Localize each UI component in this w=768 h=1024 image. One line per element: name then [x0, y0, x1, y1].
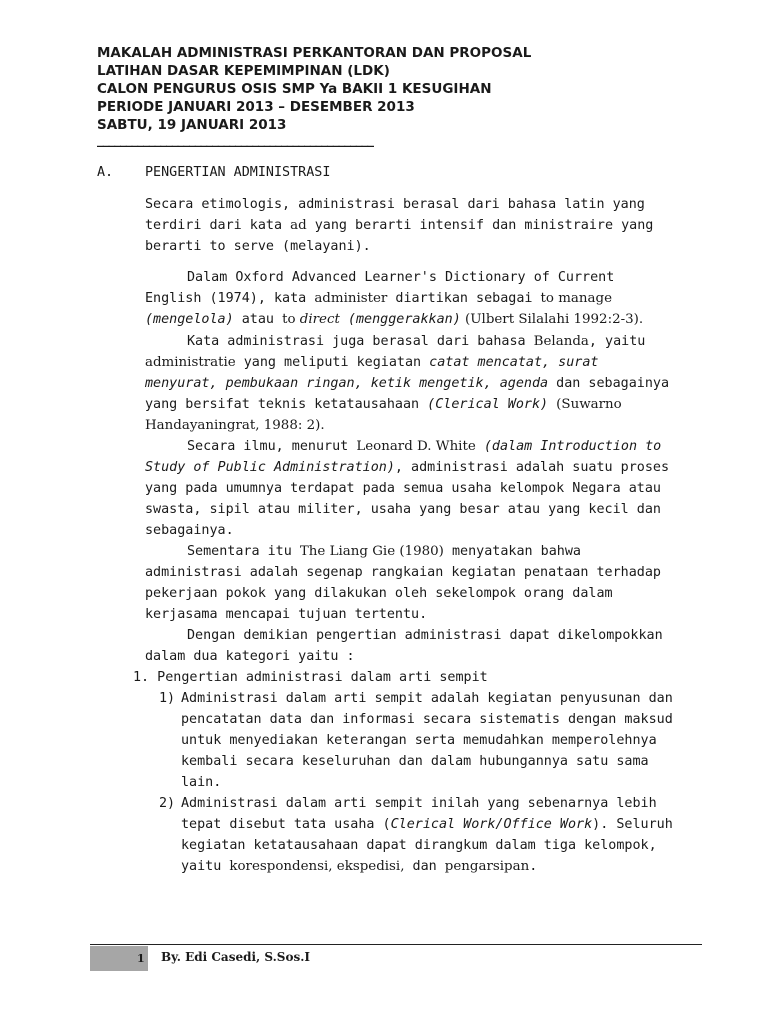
paragraph-belanda	[145, 331, 693, 436]
paragraph-line: terdiri dari kata ad yang berarti intensif dan ministraire yang	[145, 218, 654, 233]
header-line-1: MAKALAH ADMINISTRASI PERKANTORAN DAN PROPOSAL	[97, 45, 532, 61]
list-line: kegiatan ketatausahaan dapat dirangkum dalam tiga kelompok,	[181, 838, 657, 853]
paragraph-line: Handayaningrat, 1988: 2).	[145, 418, 325, 433]
section-title: PENGERTIAN ADMINISTRASI	[145, 165, 331, 180]
paragraph-line: berarti to serve (melayani).	[145, 239, 371, 254]
paragraph-line: pekerjaan pokok yang dilakukan oleh sekelompok orang dalam	[145, 586, 613, 601]
list-marker: 2)	[159, 796, 176, 811]
paragraph-line: yang pada umumnya terdapat pada semua usaha kelompok Negara atau	[145, 481, 661, 496]
paragraph-line: (mengelola) atau to direct (menggerakkan) (Ulbert Silalahi 1992:2-3).	[145, 312, 644, 327]
word: Oxford	[235, 270, 284, 285]
list-heading: 1. Pengertian administrasi dalam arti sempit	[133, 670, 488, 685]
paragraph-line: kerjasama mencapai tujuan tertentu.	[145, 607, 428, 622]
paragraph-line: Study of Public Administration), administrasi adalah suatu proses	[145, 460, 670, 475]
list-line: Administrasi dalam arti sempit adalah kegiatan penyusunan dan	[181, 691, 673, 706]
paragraph-line: dalam dua kategori yaitu :	[145, 649, 355, 664]
paragraph-line: swasta, sipil atau militer, usaha yang besar atau yang kecil dan	[145, 502, 661, 517]
header-line-2: LATIHAN DASAR KEPEMIMPINAN (LDK)	[97, 63, 390, 79]
word: Learner's	[364, 270, 437, 285]
list-line: Administrasi dalam arti sempit inilah yang sebenarnya lebih	[181, 796, 657, 811]
paragraph-line: Secara etimologis, administrasi berasal dari bahasa latin yang	[145, 197, 645, 212]
section-number: A.	[97, 165, 114, 180]
word: Dictionary	[445, 270, 526, 285]
header-line-3: CALON PENGURUS OSIS SMP Ya BAKII 1 KESUGIHAN	[97, 81, 492, 97]
page-number: 1	[137, 952, 145, 965]
paragraph-liang-gie	[145, 541, 693, 625]
word: of	[533, 270, 550, 285]
paragraph-line: administratie yang meliputi kegiatan catat mencatat, surat	[145, 355, 599, 370]
paragraph-oxford	[145, 267, 693, 330]
list-line: pencatatan data dan informasi secara sistematis dengan maksud	[181, 712, 673, 727]
document-header	[97, 44, 617, 146]
list-line: tepat disebut tata usaha (Clerical Work/Office Work). Seluruh	[181, 817, 673, 832]
list-line: untuk menyediakan keterangan serta memudahkan memperolehnya	[181, 733, 657, 748]
paragraph-line: sebagainya.	[145, 523, 234, 538]
header-underline: ________________________________________________	[97, 132, 373, 148]
list-marker: 1)	[159, 691, 176, 706]
paragraph-white	[145, 436, 693, 541]
paragraph-line	[145, 267, 693, 288]
paragraph-line: Dengan demikian pengertian administrasi dapat dikelompokkan	[187, 628, 663, 643]
paragraph-kategori	[145, 625, 693, 667]
list-line: lain.	[181, 775, 222, 790]
paragraph-line: Kata administrasi juga berasal dari bahasa Belanda, yaitu	[187, 334, 646, 349]
paragraph-line: administrasi adalah segenap rangkaian kegiatan penataan terhadap	[145, 565, 661, 580]
section-heading	[97, 162, 697, 183]
paragraph-line: Secara ilmu, menurut Leonard D. White (dalam Introduction to	[187, 439, 662, 454]
list-line: kembali secara keseluruhan dan dalam hubungannya satu sama	[181, 754, 649, 769]
document-body	[97, 162, 697, 874]
paragraph-line: menyurat, pembukaan ringan, ketik mengetik, agenda dan sebagainya	[145, 376, 670, 391]
word: Advanced	[291, 270, 357, 285]
footer-divider	[90, 944, 702, 945]
word: Current	[557, 270, 615, 285]
paragraph-line: English (1974), kata administer diartikan sebagai to manage	[145, 291, 613, 306]
paragraph-line: yang bersifat teknis ketatausahaan (Clerical Work) (Suwarno	[145, 397, 622, 412]
paragraph-line: Sementara itu The Liang Gie (1980) menyatakan bahwa	[187, 544, 581, 559]
header-line-4: PERIODE JANUARI 2013 – DESEMBER 2013	[97, 99, 415, 115]
header-line-5: SABTU, 19 JANUARI 2013	[97, 117, 287, 133]
paragraph-etymology	[145, 194, 693, 257]
list-line: yaitu korespondensi, ekspedisi, dan pengarsipan.	[181, 859, 538, 874]
footer-author: By. Edi Casedi, S.Sos.I	[161, 950, 311, 964]
word: Dalam	[187, 270, 228, 285]
